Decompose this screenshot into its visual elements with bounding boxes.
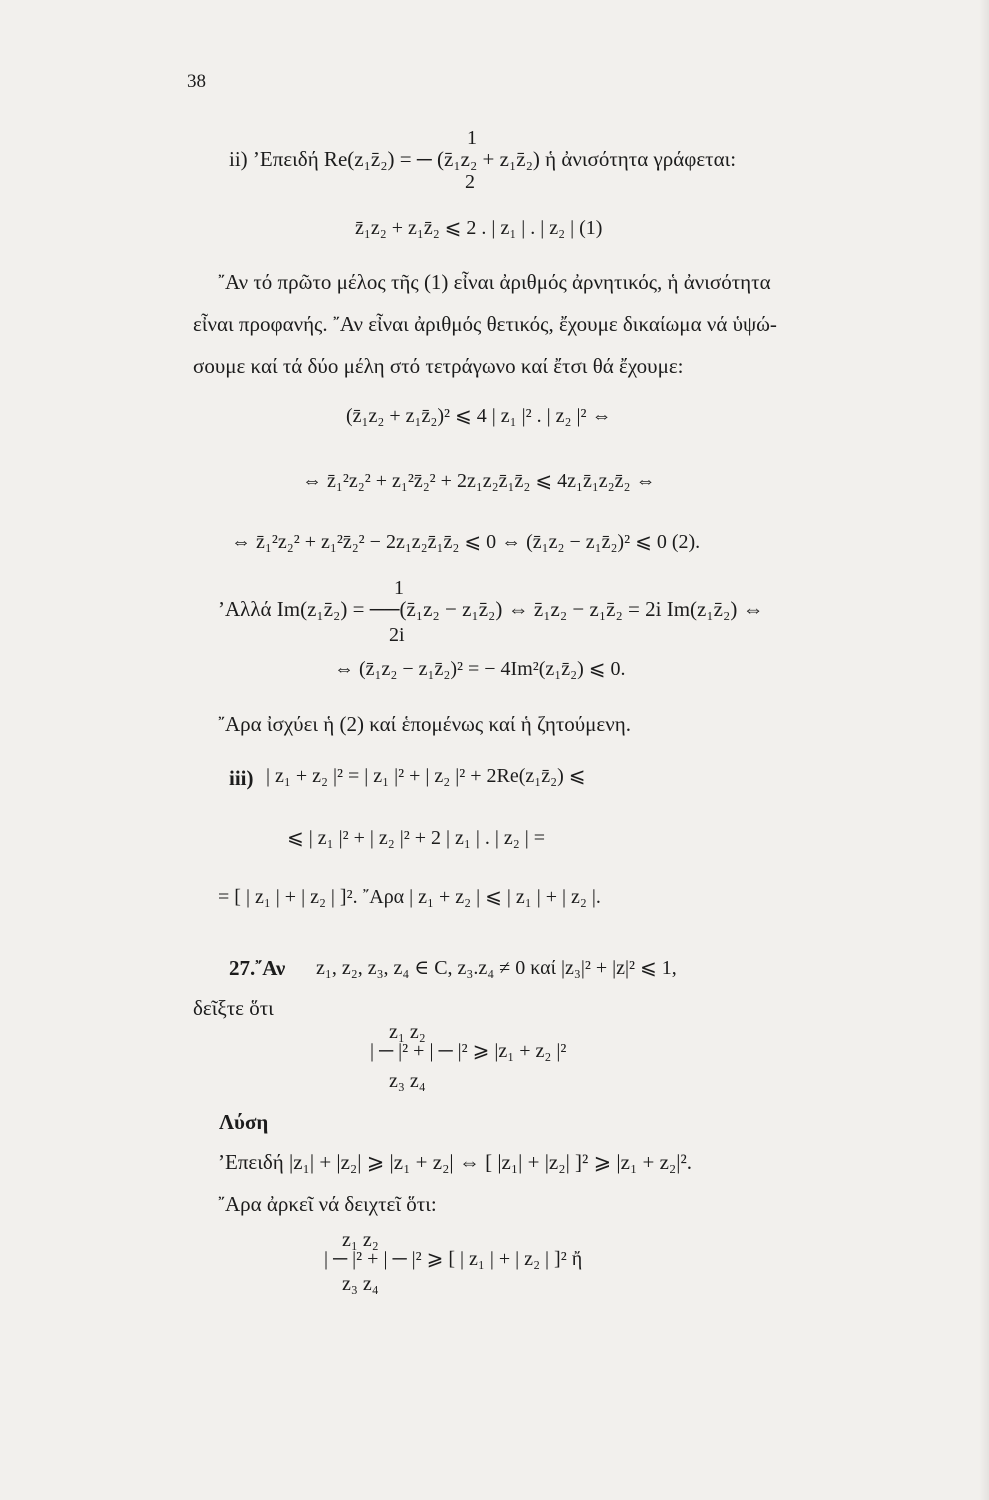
exercise-label: 27.῎Αν [229, 956, 286, 980]
equation-line: ⇔ (z̄₁z₂ − z₁z̄₂)² = − 4Im²(z₁z̄₂) ⩽ 0. [334, 658, 626, 680]
equation-line: | ─ |² + | ─ |² ⩾ [ | z₁ | + | z₂ | ]² ἤ [324, 1248, 583, 1270]
page-edge-shadow [979, 0, 989, 1500]
solution-heading: Λύση [219, 1110, 269, 1134]
fraction-denominator: 2 [465, 171, 475, 193]
item-label: iii) [229, 766, 254, 790]
equation-line: ⇔ z̄₁²z₂² + z₁²z̄₂² − 2z₁z₂z̄₁z̄₂ ⩽ 0 ⇔ (z̄₁z₂ − z₁z̄₂)² ⩽ 0 (2). [231, 531, 701, 553]
paragraph-line: ῎Αρα ἰσχύει ἡ (2) καί ἑπομένως καί ἡ ζητούμενη. [218, 712, 631, 736]
equation-line: (z̄₁z₂ + z₁z̄₂)² ⩽ 4 | z₁ |² . | z₂ |² ⇔ [346, 405, 612, 427]
paragraph-line: δεῖξτε ὅτι [193, 996, 274, 1020]
paragraph-line: ῎Αν τό πρῶτο μέλος τῆς (1) εἶναι ἀριθμός ἀρνητικός, ἡ ἀνισότητα [218, 270, 771, 294]
fraction-denominator: z₃ z₄ [342, 1273, 379, 1295]
page-number: 38 [187, 71, 206, 92]
statement-line: ii) ’Επειδή Re(z₁z̄₂) = ─ (z̄₁z₂ + z₁z̄₂) ἡ ἀνισότητα γράφεται: [229, 147, 737, 171]
fraction-denominator: 2i [389, 624, 405, 646]
fraction-numerator: z₁ z₂ [342, 1229, 379, 1251]
paragraph-line: ’Επειδή |z₁| + |z₂| ⩾ |z₁ + z₂| ⇔ [ |z₁| + |z₂| ]² ⩾ |z₁ + z₂|². [218, 1150, 692, 1174]
fraction-numerator: 1 [467, 127, 477, 149]
equation-line: ⇔ z̄₁²z₂² + z₁²z̄₂² + 2z₁z₂z̄₁z̄₂ ⩽ 4z₁z̄₁z₂z̄₂ ⇔ [302, 470, 656, 492]
paragraph-line: ῎Αρα ἀρκεῖ νά δειχτεῖ ὅτι: [218, 1192, 437, 1216]
equation-line: ⩽ | z₁ |² + | z₂ |² + 2 | z₁ | . | z₂ | = [287, 827, 546, 849]
fraction-numerator: z₁ z₂ [389, 1021, 426, 1043]
equation-line: | z₁ + z₂ |² = | z₁ |² + | z₂ |² + 2Re(z₁z̄₂) ⩽ [266, 765, 586, 787]
equation-line: | ─ |² + | ─ |² ⩾ |z₁ + z₂ |² [370, 1040, 567, 1062]
paragraph-line: εἶναι προφανής. ῎Αν εἶναι ἀριθμός θετικός, ἔχουμε δικαίωμα νά ὑψώ- [193, 312, 777, 336]
equation-line: = [ | z₁ | + | z₂ | ]². ῎Αρα | z₁ + z₂ | ⩽ | z₁ | + | z₂ |. [218, 886, 601, 908]
fraction-denominator: z₃ z₄ [389, 1070, 426, 1092]
equation-line: z̄₁z₂ + z₁z̄₂ ⩽ 2 . | z₁ | . | z₂ | (1) [355, 217, 603, 239]
exercise-statement: z₁, z₂, z₃, z₄ ∈ C, z₃.z₄ ≠ 0 καί |z₃|² + |z|² ⩽ 1, [316, 957, 677, 979]
statement-line: ’Αλλά Im(z₁z̄₂) = ──(z̄₁z₂ − z₁z̄₂) ⇔ z̄₁z₂ − z₁z̄₂ = 2i Im(z₁z̄₂) ⇔ [218, 597, 764, 621]
fraction-numerator: 1 [394, 577, 404, 599]
paragraph-line: σουμε καί τά δύο μέλη στό τετράγωνο καί ἔτσι θά ἔχουμε: [193, 354, 684, 378]
